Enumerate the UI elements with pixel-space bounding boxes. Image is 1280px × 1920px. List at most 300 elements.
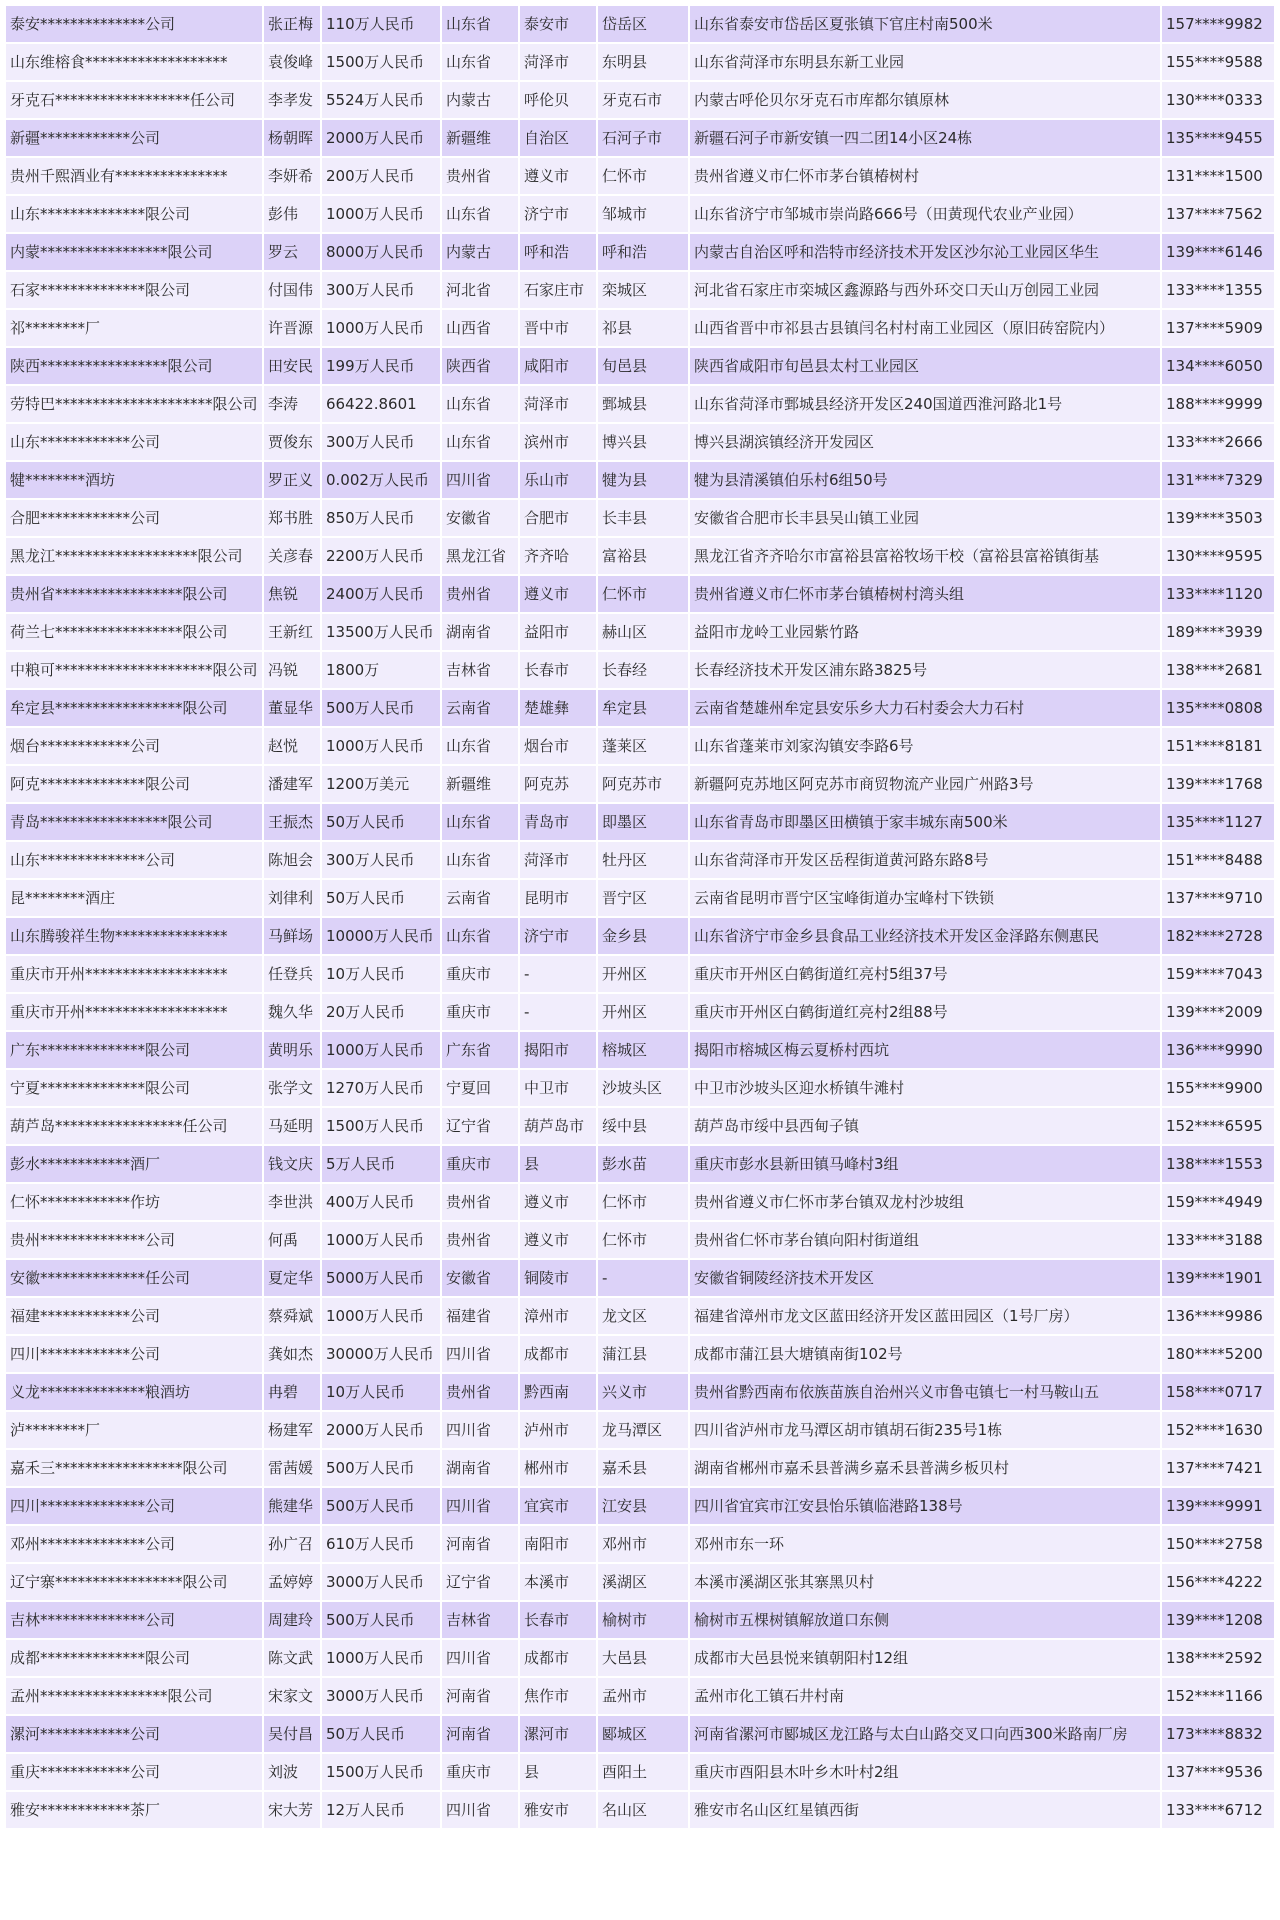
city-cell: 中卫市	[520, 1070, 596, 1106]
company-name-cell: 牟定县*****************限公司	[6, 690, 262, 726]
phone-cell: 151****8488	[1162, 842, 1274, 878]
registered-capital-cell: 50万人民币	[322, 880, 440, 916]
legal-representative-cell: 马延明	[264, 1108, 320, 1144]
table-row	[6, 1374, 1274, 1410]
phone-cell: 137****9536	[1162, 1754, 1274, 1790]
province-cell: 山东省	[442, 6, 518, 42]
company-name-cell: 成都**************限公司	[6, 1640, 262, 1676]
district-cell: 名山区	[598, 1792, 688, 1828]
district-cell: 江安县	[598, 1488, 688, 1524]
district-cell: 仁怀市	[598, 158, 688, 194]
city-cell: 成都市	[520, 1336, 596, 1372]
registered-capital-cell: 30000万人民币	[322, 1336, 440, 1372]
city-cell: 宜宾市	[520, 1488, 596, 1524]
company-name-cell: 阿克**************限公司	[6, 766, 262, 802]
province-cell: 山东省	[442, 728, 518, 764]
address-cell: 博兴县湖滨镇经济开发园区	[690, 424, 1160, 460]
registered-capital-cell: 1000万人民币	[322, 196, 440, 232]
address-cell: 犍为县清溪镇伯乐村6组50号	[690, 462, 1160, 498]
phone-cell: 182****2728	[1162, 918, 1274, 954]
province-cell: 吉林省	[442, 1602, 518, 1638]
province-cell: 山东省	[442, 44, 518, 80]
address-cell: 葫芦岛市绥中县西甸子镇	[690, 1108, 1160, 1144]
city-cell: 呼伦贝	[520, 82, 596, 118]
district-cell: 长丰县	[598, 500, 688, 536]
district-cell: 牟定县	[598, 690, 688, 726]
province-cell: 新疆维	[442, 766, 518, 802]
district-cell: 榕城区	[598, 1032, 688, 1068]
table-row	[6, 44, 1274, 80]
table-row	[6, 538, 1274, 574]
province-cell: 山东省	[442, 804, 518, 840]
phone-cell: 188****9999	[1162, 386, 1274, 422]
company-name-cell: 合肥************公司	[6, 500, 262, 536]
phone-cell: 180****5200	[1162, 1336, 1274, 1372]
company-name-cell: 山东**************公司	[6, 842, 262, 878]
phone-cell: 130****0333	[1162, 82, 1274, 118]
table-row	[6, 386, 1274, 422]
table-row	[6, 1146, 1274, 1182]
city-cell: 黔西南	[520, 1374, 596, 1410]
table-row	[6, 348, 1274, 384]
table-row	[6, 1564, 1274, 1600]
province-cell: 贵州省	[442, 1222, 518, 1258]
phone-cell: 134****6050	[1162, 348, 1274, 384]
city-cell: 焦作市	[520, 1678, 596, 1714]
city-cell: 石家庄市	[520, 272, 596, 308]
registered-capital-cell: 1000万人民币	[322, 1032, 440, 1068]
table-row	[6, 1640, 1274, 1676]
legal-representative-cell: 张正梅	[264, 6, 320, 42]
company-name-cell: 安徽**************任公司	[6, 1260, 262, 1296]
company-name-cell: 贵州千熙酒业有***************	[6, 158, 262, 194]
district-cell: 晋宁区	[598, 880, 688, 916]
province-cell: 四川省	[442, 1792, 518, 1828]
registered-capital-cell: 2400万人民币	[322, 576, 440, 612]
district-cell: 仁怀市	[598, 1222, 688, 1258]
registered-capital-cell: 1200万美元	[322, 766, 440, 802]
address-cell: 本溪市溪湖区张其寨黑贝村	[690, 1564, 1160, 1600]
phone-cell: 139****2009	[1162, 994, 1274, 1030]
table-row	[6, 1222, 1274, 1258]
address-cell: 山东省菏泽市鄄城县经济开发区240国道西淮河路北1号	[690, 386, 1160, 422]
registered-capital-cell: 610万人民币	[322, 1526, 440, 1562]
table-row	[6, 1678, 1274, 1714]
registered-capital-cell: 1000万人民币	[322, 1298, 440, 1334]
phone-cell: 136****9986	[1162, 1298, 1274, 1334]
legal-representative-cell: 付国伟	[264, 272, 320, 308]
province-cell: 安徽省	[442, 500, 518, 536]
phone-cell: 156****4222	[1162, 1564, 1274, 1600]
company-name-cell: 黑龙江*******************限公司	[6, 538, 262, 574]
phone-cell: 139****6146	[1162, 234, 1274, 270]
district-cell: 石河子市	[598, 120, 688, 156]
district-cell: 即墨区	[598, 804, 688, 840]
address-cell: 长春经济技术开发区浦东路3825号	[690, 652, 1160, 688]
legal-representative-cell: 熊建华	[264, 1488, 320, 1524]
table-row	[6, 1450, 1274, 1486]
registered-capital-cell: 1000万人民币	[322, 728, 440, 764]
company-name-cell: 福建************公司	[6, 1298, 262, 1334]
registered-capital-cell: 12万人民币	[322, 1792, 440, 1828]
district-cell: 仁怀市	[598, 576, 688, 612]
address-cell: 益阳市龙岭工业园紫竹路	[690, 614, 1160, 650]
registered-capital-cell: 5000万人民币	[322, 1260, 440, 1296]
table-row	[6, 1602, 1274, 1638]
province-cell: 重庆市	[442, 1754, 518, 1790]
district-cell: 龙文区	[598, 1298, 688, 1334]
city-cell: -	[520, 994, 596, 1030]
legal-representative-cell: 刘律利	[264, 880, 320, 916]
registered-capital-cell: 1000万人民币	[322, 1222, 440, 1258]
legal-representative-cell: 田安民	[264, 348, 320, 384]
legal-representative-cell: 宋大芳	[264, 1792, 320, 1828]
table-row	[6, 1336, 1274, 1372]
legal-representative-cell: 孟婷婷	[264, 1564, 320, 1600]
table-row	[6, 6, 1274, 42]
city-cell: 晋中市	[520, 310, 596, 346]
table-row	[6, 82, 1274, 118]
table-row	[6, 1792, 1274, 1828]
company-name-cell: 青岛*****************限公司	[6, 804, 262, 840]
table-row	[6, 1412, 1274, 1448]
district-cell: 博兴县	[598, 424, 688, 460]
address-cell: 榆树市五棵树镇解放道口东侧	[690, 1602, 1160, 1638]
address-cell: 河南省漯河市郾城区龙江路与太白山路交叉口向西300米路南厂房	[690, 1716, 1160, 1752]
address-cell: 安徽省铜陵经济技术开发区	[690, 1260, 1160, 1296]
district-cell: 赫山区	[598, 614, 688, 650]
registered-capital-cell: 66422.8601	[322, 386, 440, 422]
phone-cell: 136****9990	[1162, 1032, 1274, 1068]
address-cell: 山东省蓬莱市刘家沟镇安李路6号	[690, 728, 1160, 764]
company-name-cell: 泸********厂	[6, 1412, 262, 1448]
phone-cell: 133****3188	[1162, 1222, 1274, 1258]
district-cell: 大邑县	[598, 1640, 688, 1676]
phone-cell: 155****9900	[1162, 1070, 1274, 1106]
district-cell: 牙克石市	[598, 82, 688, 118]
phone-cell: 133****2666	[1162, 424, 1274, 460]
phone-cell: 139****1901	[1162, 1260, 1274, 1296]
table-row	[6, 310, 1274, 346]
registered-capital-cell: 1000万人民币	[322, 310, 440, 346]
registered-capital-cell: 400万人民币	[322, 1184, 440, 1220]
city-cell: 楚雄彝	[520, 690, 596, 726]
address-cell: 重庆市酉阳县木叶乡木叶村2组	[690, 1754, 1160, 1790]
registered-capital-cell: 3000万人民币	[322, 1564, 440, 1600]
table-row	[6, 1488, 1274, 1524]
registered-capital-cell: 5万人民币	[322, 1146, 440, 1182]
registered-capital-cell: 10000万人民币	[322, 918, 440, 954]
address-cell: 贵州省黔西南布依族苗族自治州兴义市鲁屯镇七一村马鞍山五	[690, 1374, 1160, 1410]
table-row	[6, 1716, 1274, 1752]
district-cell: 富裕县	[598, 538, 688, 574]
registered-capital-cell: 300万人民币	[322, 272, 440, 308]
province-cell: 山西省	[442, 310, 518, 346]
province-cell: 湖南省	[442, 1450, 518, 1486]
phone-cell: 137****9710	[1162, 880, 1274, 916]
table-row	[6, 1526, 1274, 1562]
address-cell: 贵州省遵义市仁怀市茅台镇双龙村沙坡组	[690, 1184, 1160, 1220]
district-cell: 榆树市	[598, 1602, 688, 1638]
company-name-cell: 牙克石******************任公司	[6, 82, 262, 118]
legal-representative-cell: 贾俊东	[264, 424, 320, 460]
registered-capital-cell: 5524万人民币	[322, 82, 440, 118]
city-cell: 泰安市	[520, 6, 596, 42]
city-cell: 青岛市	[520, 804, 596, 840]
phone-cell: 139****9991	[1162, 1488, 1274, 1524]
province-cell: 广东省	[442, 1032, 518, 1068]
address-cell: 四川省泸州市龙马潭区胡市镇胡石街235号1栋	[690, 1412, 1160, 1448]
company-name-cell: 孟州*****************限公司	[6, 1678, 262, 1714]
district-cell: 东明县	[598, 44, 688, 80]
legal-representative-cell: 吴付昌	[264, 1716, 320, 1752]
registered-capital-cell: 10万人民币	[322, 956, 440, 992]
province-cell: 贵州省	[442, 1184, 518, 1220]
address-cell: 湖南省郴州市嘉禾县普满乡嘉禾县普满乡板贝村	[690, 1450, 1160, 1486]
legal-representative-cell: 许晋源	[264, 310, 320, 346]
phone-cell: 139****3503	[1162, 500, 1274, 536]
legal-representative-cell: 彭伟	[264, 196, 320, 232]
district-cell: 长春经	[598, 652, 688, 688]
city-cell: 遵义市	[520, 576, 596, 612]
registered-capital-cell: 1800万	[322, 652, 440, 688]
address-cell: 山东省菏泽市开发区岳程街道黄河路东路8号	[690, 842, 1160, 878]
company-name-cell: 烟台************公司	[6, 728, 262, 764]
company-name-cell: 劳特巴*********************限公司	[6, 386, 262, 422]
address-cell: 孟州市化工镇石井村南	[690, 1678, 1160, 1714]
address-cell: 内蒙古呼伦贝尔牙克石市库都尔镇原林	[690, 82, 1160, 118]
table-row	[6, 1260, 1274, 1296]
province-cell: 四川省	[442, 1412, 518, 1448]
district-cell: 绥中县	[598, 1108, 688, 1144]
legal-representative-cell: 钱文庆	[264, 1146, 320, 1182]
phone-cell: 138****2592	[1162, 1640, 1274, 1676]
city-cell: 葫芦岛市	[520, 1108, 596, 1144]
registered-capital-cell: 13500万人民币	[322, 614, 440, 650]
registered-capital-cell: 1000万人民币	[322, 1640, 440, 1676]
district-cell: 开州区	[598, 956, 688, 992]
city-cell: 烟台市	[520, 728, 596, 764]
table-row	[6, 766, 1274, 802]
table-row	[6, 424, 1274, 460]
province-cell: 山东省	[442, 196, 518, 232]
province-cell: 福建省	[442, 1298, 518, 1334]
city-cell: 齐齐哈	[520, 538, 596, 574]
province-cell: 云南省	[442, 690, 518, 726]
legal-representative-cell: 王新红	[264, 614, 320, 650]
city-cell: 乐山市	[520, 462, 596, 498]
province-cell: 山东省	[442, 386, 518, 422]
address-cell: 中卫市沙坡头区迎水桥镇牛滩村	[690, 1070, 1160, 1106]
legal-representative-cell: 焦锐	[264, 576, 320, 612]
district-cell: 龙马潭区	[598, 1412, 688, 1448]
province-cell: 新疆维	[442, 120, 518, 156]
phone-cell: 138****1553	[1162, 1146, 1274, 1182]
registered-capital-cell: 199万人民币	[322, 348, 440, 384]
company-name-cell: 重庆市开州*******************	[6, 956, 262, 992]
district-cell: 邹城市	[598, 196, 688, 232]
city-cell: 郴州市	[520, 1450, 596, 1486]
company-name-cell: 广东**************限公司	[6, 1032, 262, 1068]
district-cell: 嘉禾县	[598, 1450, 688, 1486]
city-cell: 遵义市	[520, 158, 596, 194]
province-cell: 宁夏回	[442, 1070, 518, 1106]
legal-representative-cell: 赵悦	[264, 728, 320, 764]
table-row	[6, 234, 1274, 270]
company-name-cell: 邓州**************公司	[6, 1526, 262, 1562]
legal-representative-cell: 董显华	[264, 690, 320, 726]
phone-cell: 173****8832	[1162, 1716, 1274, 1752]
company-name-cell: 四川**************公司	[6, 1488, 262, 1524]
company-name-cell: 山东腾骏祥生物***************	[6, 918, 262, 954]
legal-representative-cell: 杨朝晖	[264, 120, 320, 156]
company-name-cell: 泰安**************公司	[6, 6, 262, 42]
table-row	[6, 1070, 1274, 1106]
district-cell: 呼和浩	[598, 234, 688, 270]
legal-representative-cell: 袁俊峰	[264, 44, 320, 80]
legal-representative-cell: 孙广召	[264, 1526, 320, 1562]
city-cell: 阿克苏	[520, 766, 596, 802]
registered-capital-cell: 20万人民币	[322, 994, 440, 1030]
phone-cell: 151****8181	[1162, 728, 1274, 764]
company-name-cell: 新疆************公司	[6, 120, 262, 156]
province-cell: 云南省	[442, 880, 518, 916]
province-cell: 山东省	[442, 424, 518, 460]
registered-capital-cell: 200万人民币	[322, 158, 440, 194]
district-cell: 祁县	[598, 310, 688, 346]
address-cell: 重庆市彭水县新田镇马峰村3组	[690, 1146, 1160, 1182]
district-cell: 开州区	[598, 994, 688, 1030]
address-cell: 成都市蒲江县大塘镇南街102号	[690, 1336, 1160, 1372]
city-cell: 揭阳市	[520, 1032, 596, 1068]
table-row	[6, 1032, 1274, 1068]
district-cell: 酉阳土	[598, 1754, 688, 1790]
table-row	[6, 1184, 1274, 1220]
legal-representative-cell: 宋家文	[264, 1678, 320, 1714]
table-row	[6, 1298, 1274, 1334]
address-cell: 山东省济宁市金乡县食品工业经济技术开发区金泽路东侧惠民	[690, 918, 1160, 954]
phone-cell: 131****7329	[1162, 462, 1274, 498]
registered-capital-cell: 8000万人民币	[322, 234, 440, 270]
city-cell: 本溪市	[520, 1564, 596, 1600]
legal-representative-cell: 关彦春	[264, 538, 320, 574]
address-cell: 新疆石河子市新安镇一四二团14小区24栋	[690, 120, 1160, 156]
registered-capital-cell: 1270万人民币	[322, 1070, 440, 1106]
legal-representative-cell: 雷茜媛	[264, 1450, 320, 1486]
district-cell: 金乡县	[598, 918, 688, 954]
province-cell: 贵州省	[442, 158, 518, 194]
city-cell: 合肥市	[520, 500, 596, 536]
table-row	[6, 994, 1274, 1030]
address-cell: 重庆市开州区白鹤街道红亮村5组37号	[690, 956, 1160, 992]
registered-capital-cell: 500万人民币	[322, 1450, 440, 1486]
legal-representative-cell: 周建玲	[264, 1602, 320, 1638]
city-cell: 雅安市	[520, 1792, 596, 1828]
legal-representative-cell: 李妍希	[264, 158, 320, 194]
table-row	[6, 500, 1274, 536]
city-cell: 昆明市	[520, 880, 596, 916]
legal-representative-cell: 夏定华	[264, 1260, 320, 1296]
legal-representative-cell: 冉碧	[264, 1374, 320, 1410]
district-cell: 栾城区	[598, 272, 688, 308]
company-name-cell: 重庆************公司	[6, 1754, 262, 1790]
table-row	[6, 690, 1274, 726]
registered-capital-cell: 0.002万人民币	[322, 462, 440, 498]
legal-representative-cell: 王振杰	[264, 804, 320, 840]
address-cell: 贵州省遵义市仁怀市茅台镇椿树村	[690, 158, 1160, 194]
city-cell: 铜陵市	[520, 1260, 596, 1296]
city-cell: 成都市	[520, 1640, 596, 1676]
province-cell: 重庆市	[442, 994, 518, 1030]
address-cell: 新疆阿克苏地区阿克苏市商贸物流产业园广州路3号	[690, 766, 1160, 802]
company-name-cell: 雅安************茶厂	[6, 1792, 262, 1828]
city-cell: 菏泽市	[520, 44, 596, 80]
city-cell: 县	[520, 1754, 596, 1790]
company-name-cell: 石家**************限公司	[6, 272, 262, 308]
address-cell: 重庆市开州区白鹤街道红亮村2组88号	[690, 994, 1160, 1030]
address-cell: 山西省晋中市祁县古县镇闫名村村南工业园区（原旧砖窑院内）	[690, 310, 1160, 346]
city-cell: 泸州市	[520, 1412, 596, 1448]
district-cell: -	[598, 1260, 688, 1296]
address-cell: 山东省济宁市邹城市崇尚路666号（田黄现代农业产业园）	[690, 196, 1160, 232]
address-cell: 陕西省咸阳市旬邑县太村工业园区	[690, 348, 1160, 384]
legal-representative-cell: 魏久华	[264, 994, 320, 1030]
legal-representative-cell: 蔡舜斌	[264, 1298, 320, 1334]
district-cell: 蒲江县	[598, 1336, 688, 1372]
table-row	[6, 880, 1274, 916]
company-name-cell: 嘉禾三*****************限公司	[6, 1450, 262, 1486]
district-cell: 彭水苗	[598, 1146, 688, 1182]
legal-representative-cell: 张学文	[264, 1070, 320, 1106]
company-name-cell: 陕西*****************限公司	[6, 348, 262, 384]
province-cell: 贵州省	[442, 576, 518, 612]
province-cell: 重庆市	[442, 956, 518, 992]
company-name-cell: 贵州**************公司	[6, 1222, 262, 1258]
registered-capital-cell: 300万人民币	[322, 424, 440, 460]
phone-cell: 189****3939	[1162, 614, 1274, 650]
district-cell: 岱岳区	[598, 6, 688, 42]
phone-cell: 152****1166	[1162, 1678, 1274, 1714]
table-row	[6, 576, 1274, 612]
address-cell: 山东省青岛市即墨区田横镇于家丰城东南500米	[690, 804, 1160, 840]
phone-cell: 138****2681	[1162, 652, 1274, 688]
province-cell: 内蒙古	[442, 234, 518, 270]
city-cell: 呼和浩	[520, 234, 596, 270]
phone-cell: 152****1630	[1162, 1412, 1274, 1448]
district-cell: 溪湖区	[598, 1564, 688, 1600]
province-cell: 贵州省	[442, 1374, 518, 1410]
district-cell: 犍为县	[598, 462, 688, 498]
table-row	[6, 918, 1274, 954]
legal-representative-cell: 何禹	[264, 1222, 320, 1258]
city-cell: 遵义市	[520, 1184, 596, 1220]
phone-cell: 137****5909	[1162, 310, 1274, 346]
phone-cell: 135****1127	[1162, 804, 1274, 840]
address-cell: 成都市大邑县悦来镇朝阳村12组	[690, 1640, 1160, 1676]
district-cell: 孟州市	[598, 1678, 688, 1714]
city-cell: 漳州市	[520, 1298, 596, 1334]
legal-representative-cell: 罗正义	[264, 462, 320, 498]
registered-capital-cell: 2200万人民币	[322, 538, 440, 574]
address-cell: 山东省泰安市岱岳区夏张镇下官庄村南500米	[690, 6, 1160, 42]
legal-representative-cell: 任登兵	[264, 956, 320, 992]
address-cell: 揭阳市榕城区梅云夏桥村西坑	[690, 1032, 1160, 1068]
legal-representative-cell: 陈旭会	[264, 842, 320, 878]
province-cell: 陕西省	[442, 348, 518, 384]
address-cell: 云南省楚雄州牟定县安乐乡大力石村委会大力石村	[690, 690, 1160, 726]
address-cell: 黑龙江省齐齐哈尔市富裕县富裕牧场干校（富裕县富裕镇街基	[690, 538, 1160, 574]
table-row	[6, 158, 1274, 194]
